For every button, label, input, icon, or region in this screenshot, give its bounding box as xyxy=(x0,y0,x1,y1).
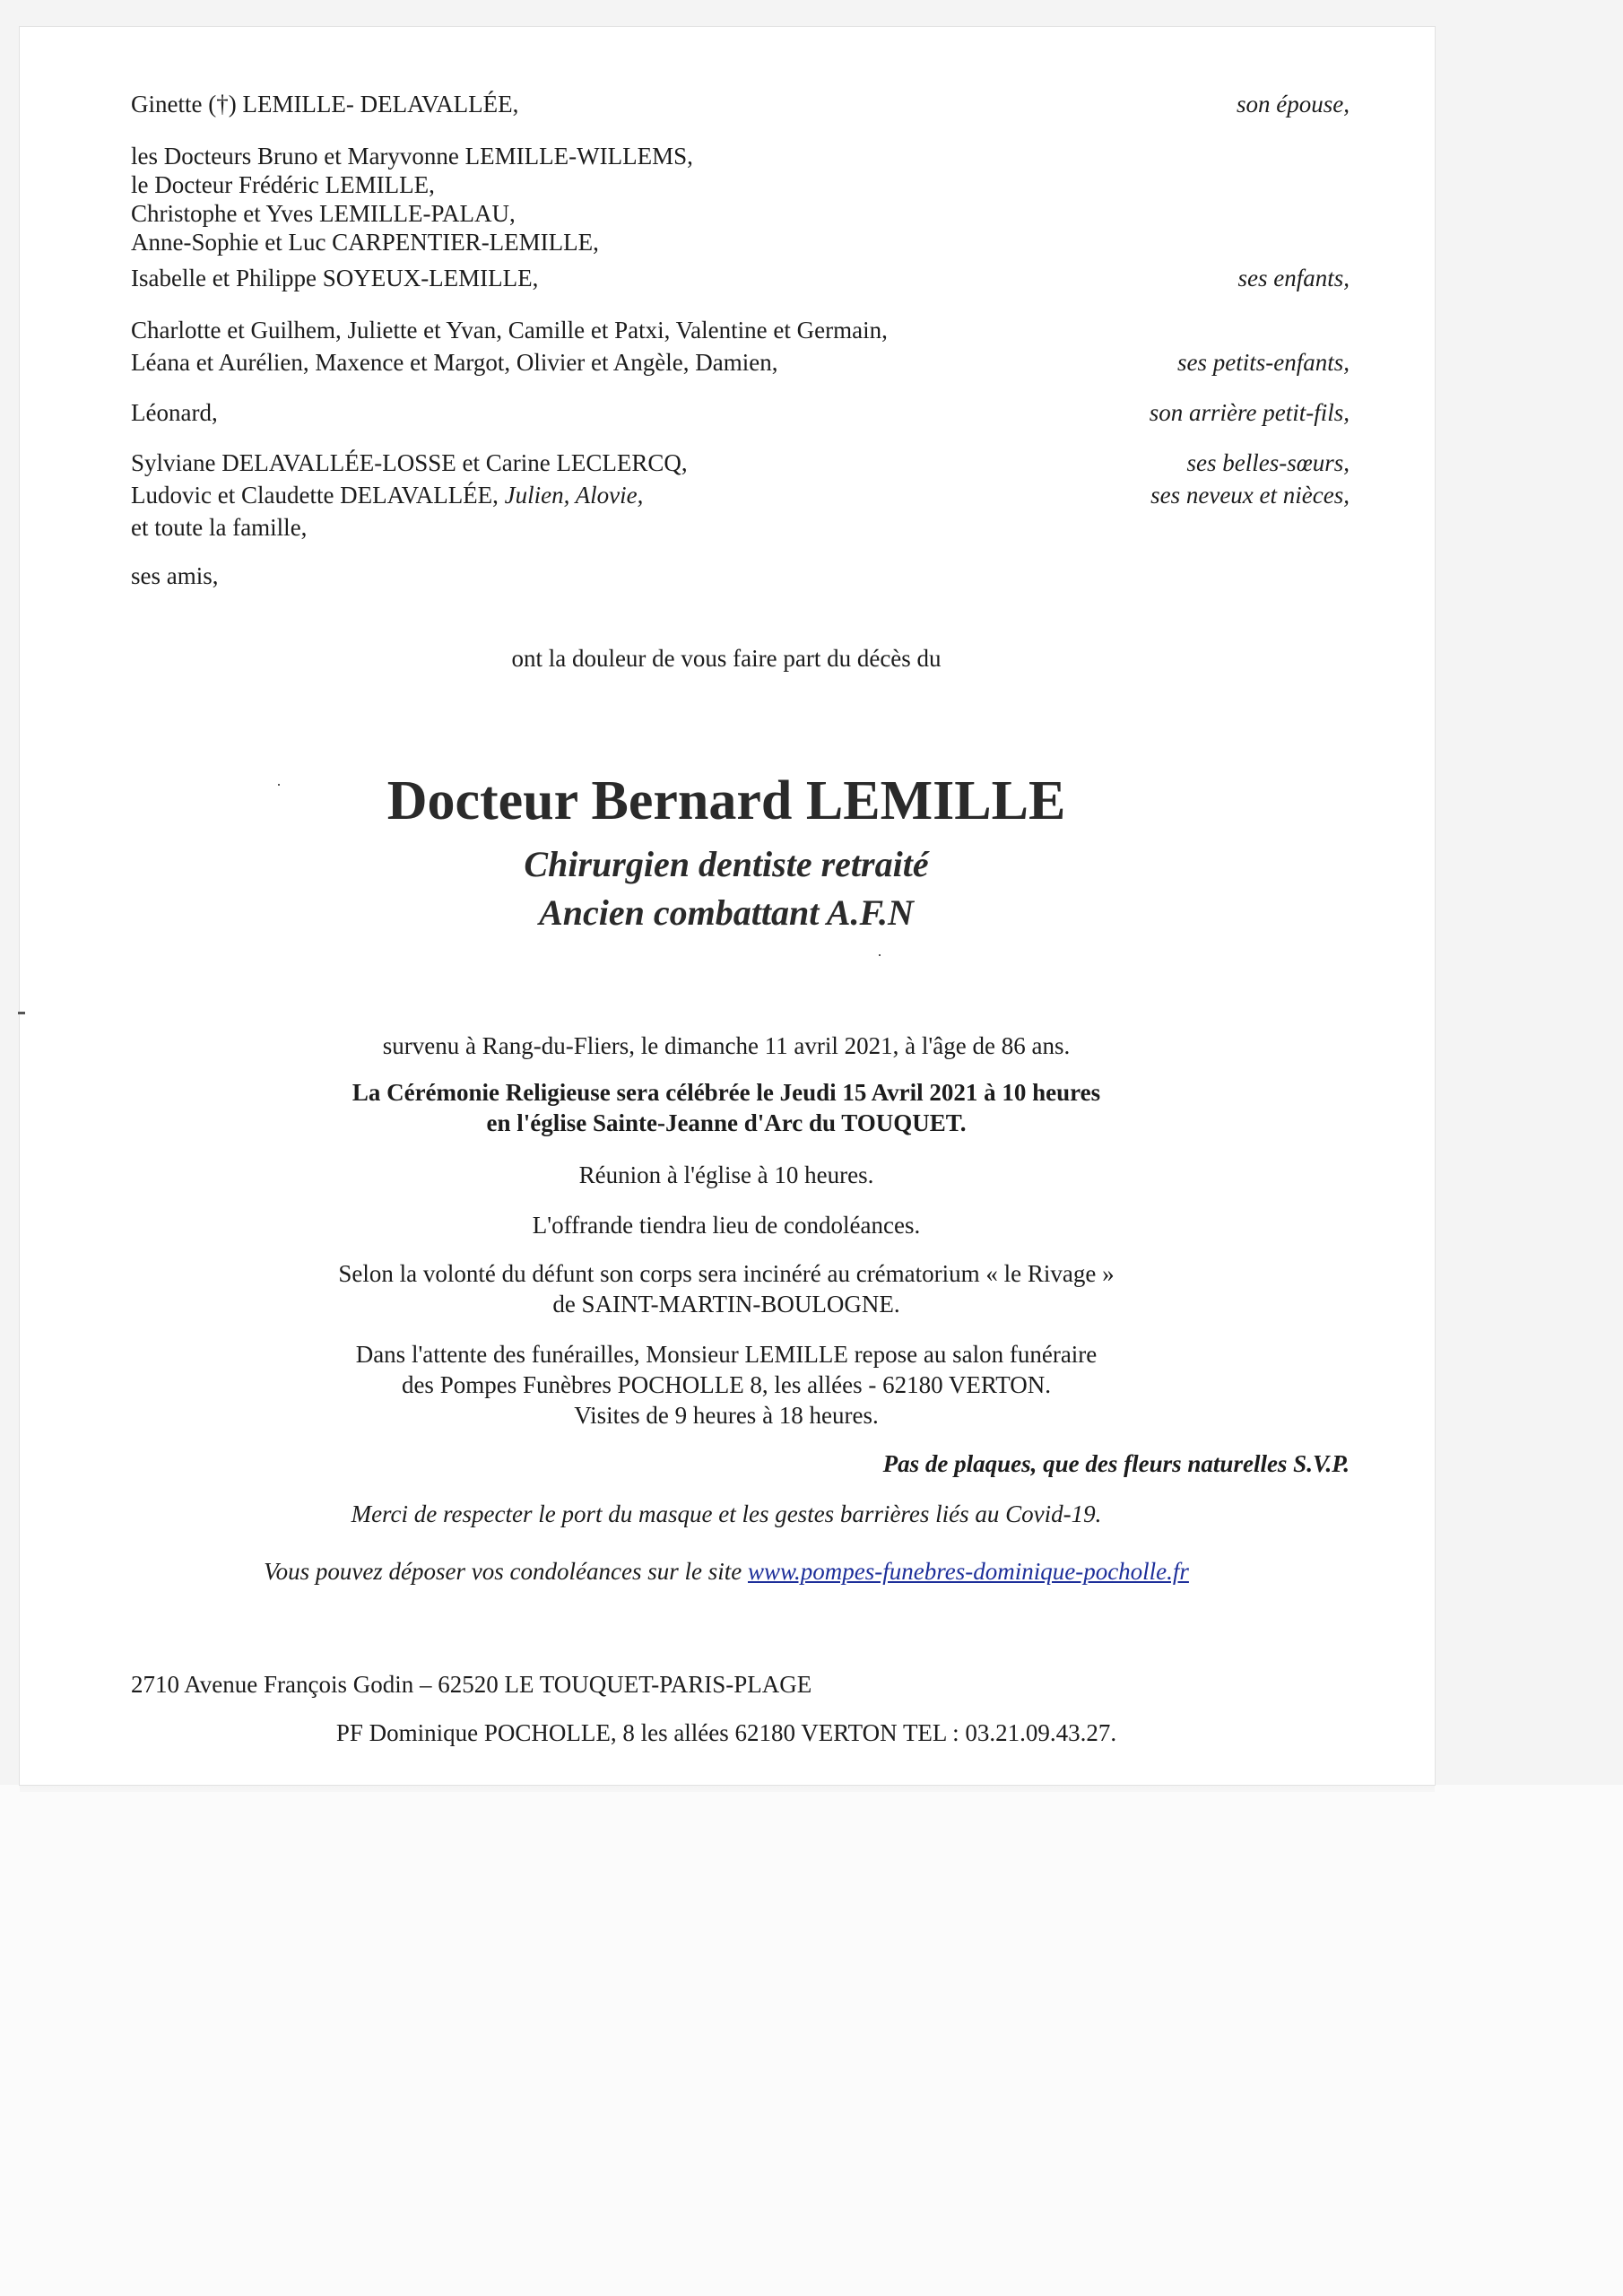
grandchildren-line: Léana et Aurélien, Maxence et Margot, Olivier et Angèle, Damien, xyxy=(131,349,778,376)
deceased-name: Docteur Bernard LEMILLE xyxy=(386,770,1066,831)
great-grandchild-name: Léonard, xyxy=(131,399,218,426)
in-laws-names: Ludovic et Claudette DELAVALLÉE, xyxy=(131,482,505,509)
ceremony-line-2: en l'église Sainte-Jeanne d'Arc du TOUQUET. xyxy=(486,1109,967,1136)
condolences-text: Vous pouvez déposer vos condoléances sur le site xyxy=(264,1558,748,1585)
visits-line: Visites de 9 heures à 18 heures. xyxy=(574,1402,879,1429)
condolences-line xyxy=(0,1557,1453,1586)
child-line: les Docteurs Bruno et Maryvonne LEMILLE-WILLEMS, xyxy=(131,143,693,170)
flowers-note: Pas de plaques, que des fleurs naturelles S.V.P. xyxy=(882,1450,1350,1477)
scan-speck xyxy=(879,954,881,956)
death-details: survenu à Rang-du-Fliers, le dimanche 11 avril 2021, à l'âge de 86 ans. xyxy=(382,1032,1071,1059)
footer-address: 2710 Avenue François Godin – 62520 LE TOUQUET-PARIS-PLAGE xyxy=(131,1671,812,1698)
family-line: et toute la famille, xyxy=(131,514,308,541)
covid-note: Merci de respecter le port du masque et les gestes barrières liés au Covid-19. xyxy=(351,1500,1102,1527)
in-laws-line: Sylviane DELAVALLÉE-LOSSE et Carine LECLERCQ, xyxy=(131,449,688,476)
cremation-line-1: Selon la volonté du défunt son corps sera incinéré au crématorium « le Rivage » xyxy=(338,1260,1115,1287)
ceremony-line-1: La Cérémonie Religieuse sera célébrée le Jeudi 15 Avril 2021 à 10 heures xyxy=(352,1079,1101,1106)
friends-line: ses amis, xyxy=(131,562,219,589)
rest-line-2: des Pompes Funèbres POCHOLLE 8, les allées - 62180 VERTON. xyxy=(401,1371,1052,1398)
children-relation: ses enfants, xyxy=(1237,265,1350,291)
meeting-line: Réunion à l'église à 10 heures. xyxy=(578,1161,874,1188)
deceased-title-1: Chirurgien dentiste retraité xyxy=(524,844,929,884)
offering-line: L'offrande tiendra lieu de condoléances. xyxy=(532,1212,921,1239)
child-line: Isabelle et Philippe SOYEUX-LEMILLE, xyxy=(131,265,539,291)
child-line: Anne-Sophie et Luc CARPENTIER-LEMILLE, xyxy=(131,229,599,256)
child-line: le Docteur Frédéric LEMILLE, xyxy=(131,171,435,198)
in-laws-italic-names: Julien, Alovie, xyxy=(504,482,644,509)
spouse-relation: son épouse, xyxy=(1237,91,1350,117)
nephews-relation: ses neveux et nièces, xyxy=(1150,482,1350,509)
grandchildren-relation: ses petits-enfants, xyxy=(1177,349,1350,376)
great-grandchild-relation: son arrière petit-fils, xyxy=(1149,399,1350,426)
scan-speck xyxy=(278,784,280,786)
spouse-name: Ginette (†) LEMILLE- DELAVALLÉE, xyxy=(131,91,519,117)
deceased-title-2: Ancien combattant A.F.N xyxy=(539,892,914,933)
grandchildren-line: Charlotte et Guilhem, Juliette et Yvan, Camille et Patxi, Valentine et Germain, xyxy=(131,317,888,344)
footer-funeral-home: PF Dominique POCHOLLE, 8 les allées 62180 VERTON TEL : 03.21.09.43.27. xyxy=(335,1719,1117,1746)
rest-line-1: Dans l'attente des funérailles, Monsieur LEMILLE repose au salon funéraire xyxy=(355,1341,1098,1368)
cremation-line-2: de SAINT-MARTIN-BOULOGNE. xyxy=(552,1291,900,1318)
in-laws-relation: ses belles-sœurs, xyxy=(1186,449,1350,476)
in-laws-line xyxy=(131,481,643,509)
child-line: Christophe et Yves LEMILLE-PALAU, xyxy=(131,200,516,227)
scan-speck xyxy=(18,1012,25,1014)
announcement: ont la douleur de vous faire part du décès du xyxy=(511,645,942,672)
condolences-link[interactable]: www.pompes-funebres-dominique-pocholle.fr xyxy=(747,1558,1189,1585)
